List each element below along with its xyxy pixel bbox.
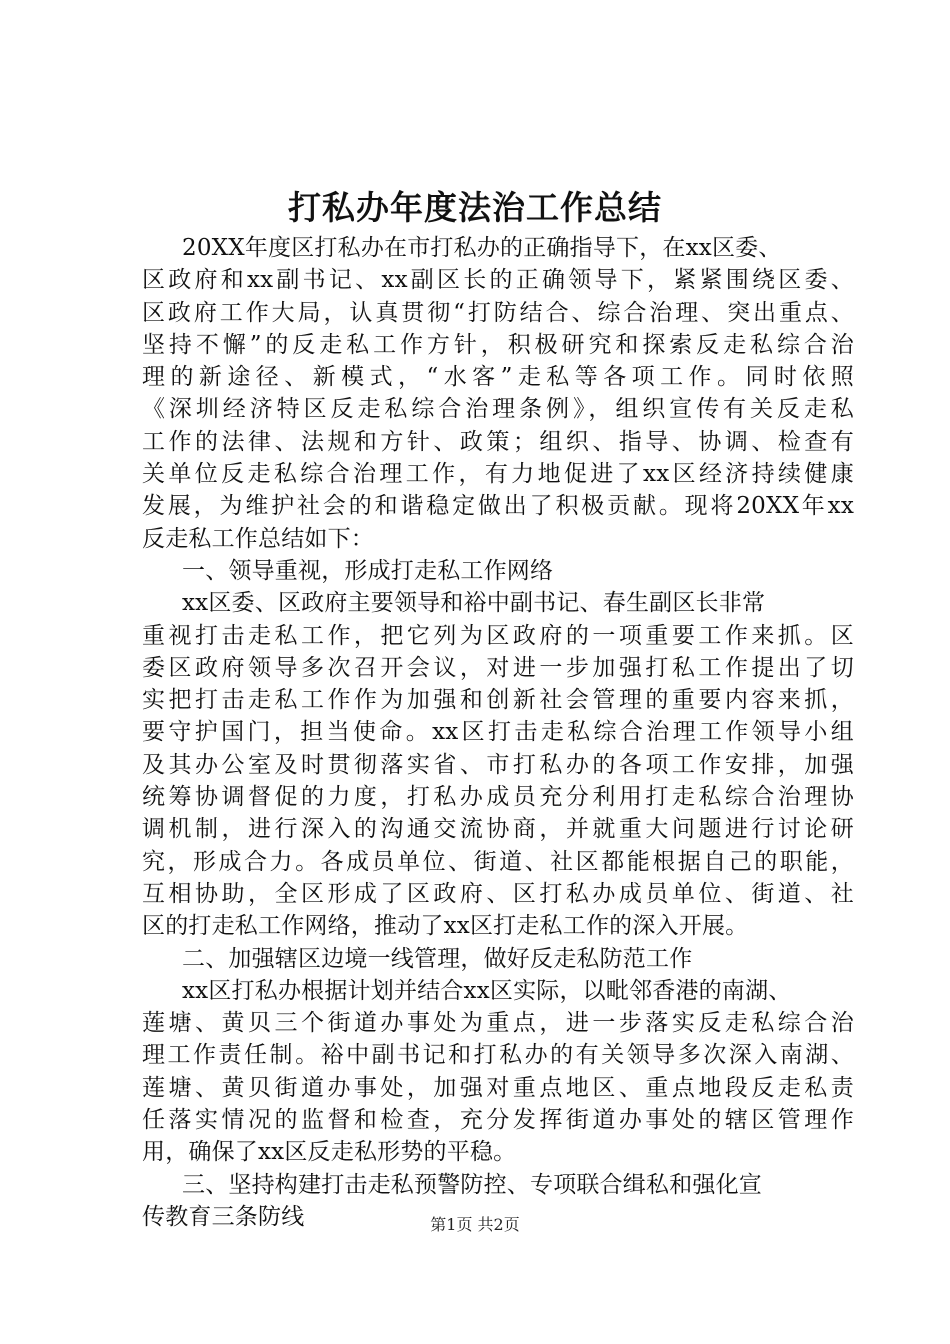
section-heading: 一、领导重视，形成打走私工作网络 [182, 557, 554, 584]
paragraph-line: 任落实情况的监督和检查，充分发挥街道办事处的辖区管理作 [142, 1107, 854, 1134]
document-title: 打私办年度法治工作总结 [288, 188, 662, 227]
paragraph-line: 莲塘、黄贝三个街道办事处为重点，进一步落实反走私综合治 [142, 1010, 854, 1037]
document-body [142, 232, 854, 1233]
paragraph-line: xx区委、区政府主要领导和裕中副书记、春生副区长非常 [182, 590, 766, 617]
paragraph-line: 区政府工作大局，认真贯彻“打防结合、综合治理、突出重点、 [142, 299, 854, 326]
paragraph-line: 莲塘、黄贝街道办事处，加强对重点地区、重点地段反走私责 [142, 1074, 854, 1101]
paragraph-line: 区的打走私工作网络，推动了xx区打走私工作的深入开展。 [142, 913, 749, 940]
paragraph-line: 工作的法律、法规和方针、政策；组织、指导、协调、检查有 [142, 428, 854, 455]
paragraph-line: xx区打私办根据计划并结合xx区实际，以毗邻香港的南湖、 [182, 977, 792, 1004]
section-heading: 二、加强辖区边境一线管理，做好反走私防范工作 [182, 945, 693, 972]
paragraph-line: 区政府和xx副书记、xx副区长的正确领导下，紧紧围绕区委、 [142, 267, 854, 294]
paragraph-line: 调机制，进行深入的沟通交流协商，并就重大问题进行讨论研 [142, 816, 854, 843]
paragraph-line: 要守护国门，担当使命。xx区打击走私综合治理工作领导小组 [142, 719, 854, 746]
paragraph-line: 理的新途径、新模式，“水客”走私等各项工作。同时依照 [142, 364, 854, 391]
paragraph-line: 委区政府领导多次召开会议，对进一步加强打私工作提出了切 [142, 654, 854, 681]
paragraph-line: 理工作责任制。裕中副书记和打私办的有关领导多次深入南湖、 [142, 1042, 854, 1069]
paragraph-line: 重视打击走私工作，把它列为区政府的一项重要工作来抓。区 [142, 622, 854, 649]
page-footer: 第1页 共2页 [430, 1215, 520, 1234]
paragraph-line: 用，确保了xx区反走私形势的平稳。 [142, 1139, 517, 1166]
paragraph-line: 20XX年度区打私办在市打私办的正确指导下，在xx区委、 [182, 235, 782, 261]
paragraph-line: 究，形成合力。各成员单位、街道、社区都能根据自己的职能， [142, 848, 854, 875]
paragraph-line: 《深圳经济特区反走私综合治理条例》，组织宣传有关反走私 [142, 396, 854, 423]
paragraph-line: 传教育三条防线 [142, 1203, 305, 1230]
paragraph-line: 反走私工作总结如下： [142, 525, 374, 552]
paragraph-line: 及其办公室及时贯彻落实省、市打私办的各项工作安排，加强 [142, 751, 854, 778]
paragraph-line: 坚持不懈”的反走私工作方针，积极研究和探索反走私综合治 [142, 331, 854, 358]
paragraph-line: 互相协助，全区形成了区政府、区打私办成员单位、街道、社 [142, 880, 854, 907]
paragraph-line: 关单位反走私综合治理工作，有力地促进了xx区经济持续健康 [142, 461, 854, 488]
paragraph-line: 发展，为维护社会的和谐稳定做出了积极贡献。现将20XX年xx [142, 493, 854, 520]
paragraph-line: 统筹协调督促的力度，打私办成员充分利用打走私综合治理协 [142, 784, 854, 811]
section-heading: 三、坚持构建打击走私预警防控、专项联合缉私和强化宣 [182, 1171, 762, 1198]
paragraph-line: 实把打击走私工作作为加强和创新社会管理的重要内容来抓， [142, 687, 854, 714]
